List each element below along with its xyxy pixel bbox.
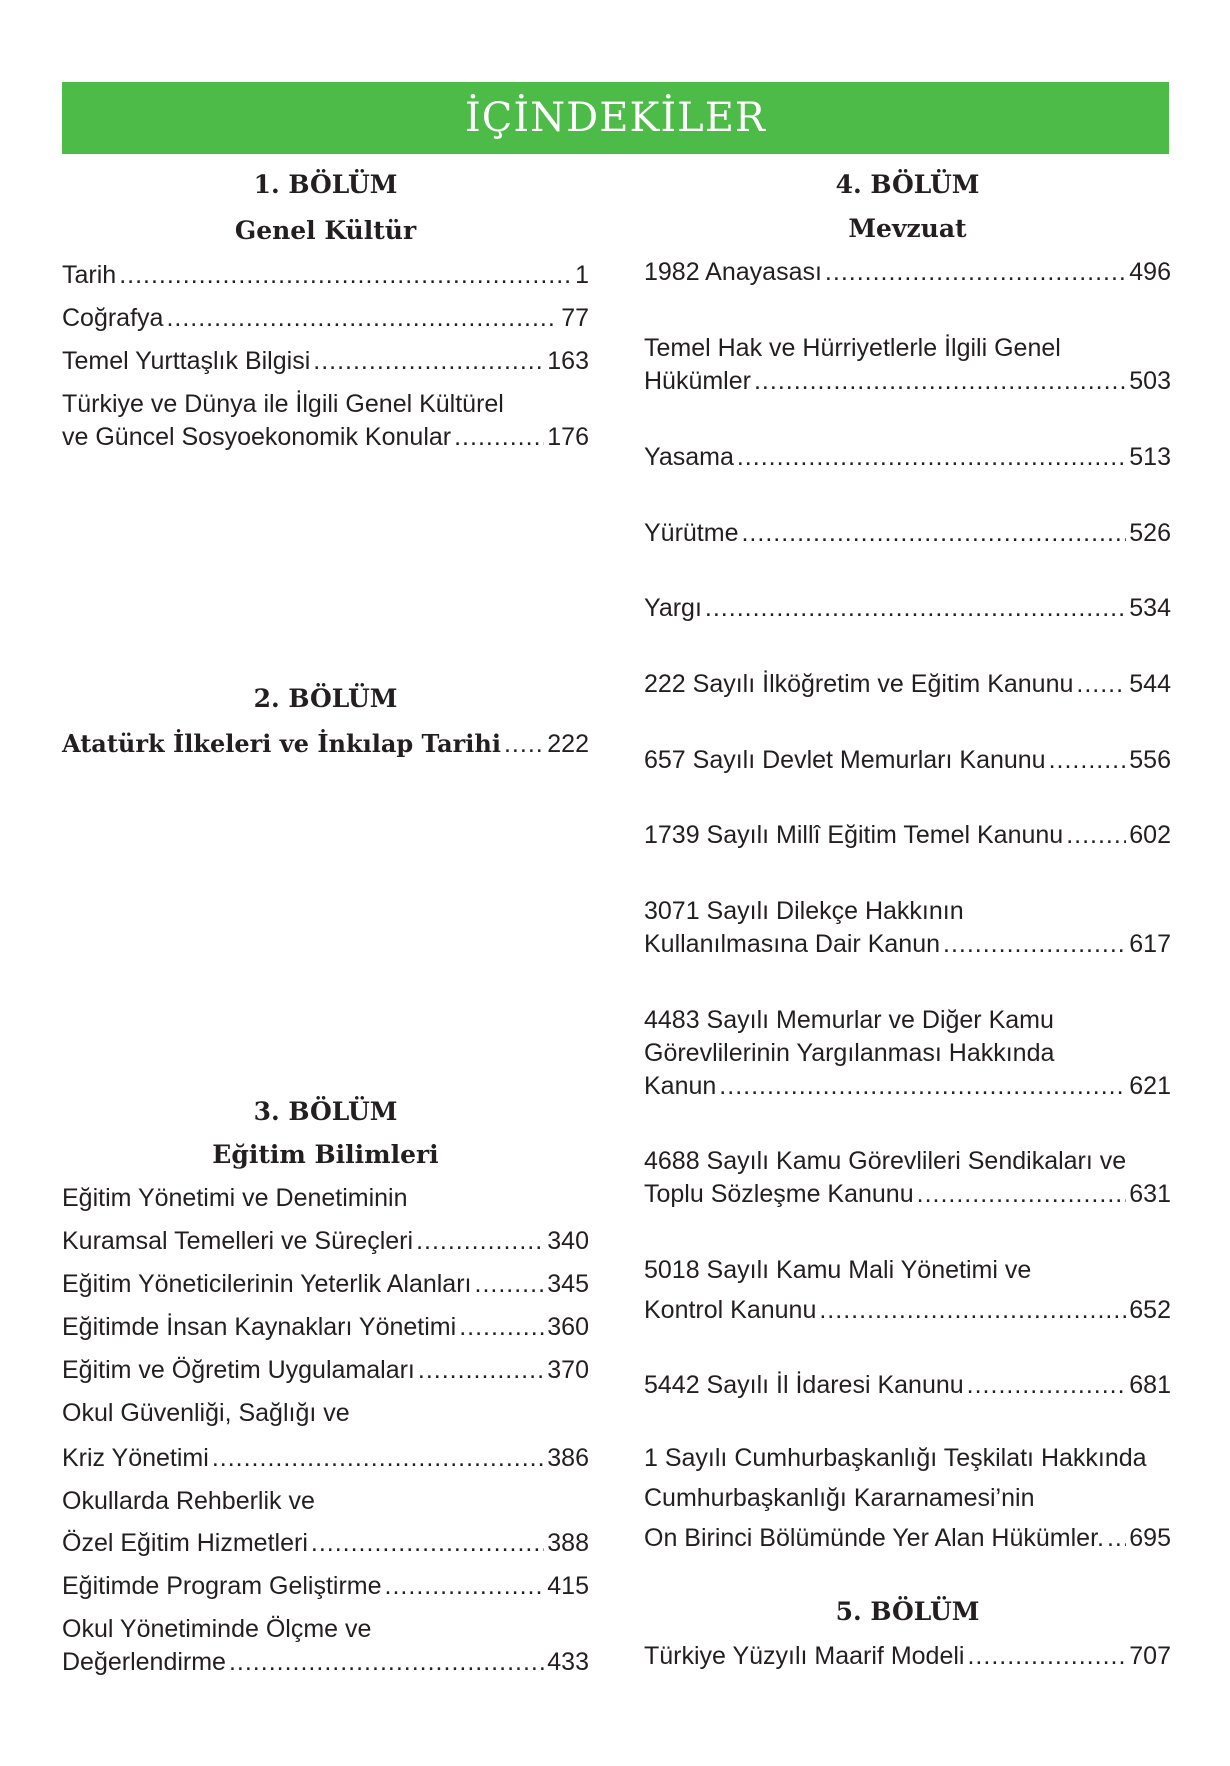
entry-title-line: Okul Yönetiminde Ölçme ve — [62, 1615, 372, 1643]
dot-leader — [229, 1646, 544, 1679]
toc-entry[interactable] — [62, 1397, 589, 1475]
entry-title-line: 5018 Sayılı Kamu Mali Yönetimi ve — [644, 1256, 1032, 1284]
toc-entry[interactable] — [62, 1354, 589, 1387]
section-heading-5: 5. BÖLÜM — [835, 1597, 980, 1626]
dot-leader — [917, 1178, 1127, 1211]
toc-entry[interactable] — [62, 727, 589, 761]
entry-title: Değerlendirme — [62, 1648, 226, 1676]
entry-title: 1982 Anayasası — [644, 258, 822, 286]
entry-title-line: Eğitim Yönetimi ve Denetiminin — [62, 1184, 408, 1212]
entry-title: Eğitimde Program Geliştirme — [62, 1572, 382, 1600]
dot-leader — [1066, 819, 1126, 852]
dot-leader — [967, 1640, 1126, 1673]
dot-leader — [1049, 744, 1127, 777]
entry-page: 503 — [1129, 367, 1171, 395]
entry-page: 652 — [1129, 1296, 1171, 1324]
toc-entry[interactable] — [62, 1613, 589, 1679]
entry-page: 340 — [547, 1227, 589, 1255]
entry-title: 657 Sayılı Devlet Memurları Kanunu — [644, 746, 1046, 774]
entry-page: 1 — [575, 261, 589, 289]
entry-title-line: 1 Sayılı Cumhurbaşkanlığı Teşkilatı Hakkında — [644, 1444, 1147, 1472]
entry-page: 163 — [547, 347, 589, 375]
toc-entry[interactable] — [644, 441, 1171, 474]
entry-title-line: Görevlilerinin Yargılanması Hakkında — [644, 1039, 1055, 1067]
entry-page: 681 — [1129, 1371, 1171, 1399]
section-heading-2: 2. BÖLÜM — [253, 684, 398, 713]
dot-leader — [741, 517, 1126, 550]
entry-title: Atatürk İlkeleri ve İnkılap Tarihi — [62, 729, 501, 758]
toc-entry[interactable] — [644, 895, 1171, 961]
section-subheading-4: Mevzuat — [848, 214, 967, 243]
entry-page: 370 — [547, 1356, 589, 1384]
dot-leader — [166, 302, 558, 335]
entry-title: Tarih — [62, 261, 117, 289]
entry-title: Özel Eğitim Hizmetleri — [62, 1529, 308, 1557]
entry-title-line: Okul Güvenliği, Sağlığı ve — [62, 1399, 350, 1427]
entry-title: 1739 Sayılı Millî Eğitim Temel Kanunu — [644, 821, 1064, 849]
dot-leader — [385, 1570, 545, 1603]
toc-entry[interactable] — [644, 1369, 1171, 1402]
toc-entry[interactable] — [644, 1145, 1171, 1211]
dot-leader — [313, 345, 544, 378]
entry-title: Eğitim ve Öğretim Uygulamaları — [62, 1356, 415, 1384]
entry-page: 631 — [1129, 1180, 1171, 1208]
entry-page: 388 — [547, 1529, 589, 1557]
entry-title: 222 Sayılı İlköğretim ve Eğitim Kanunu — [644, 670, 1074, 698]
dot-leader — [1107, 1522, 1126, 1555]
toc-entry[interactable] — [62, 302, 589, 335]
dot-leader — [475, 1268, 545, 1301]
entry-title: Türkiye Yüzyılı Maarif Modeli — [644, 1642, 965, 1670]
entry-title: ve Güncel Sosyoekonomik Konular — [62, 423, 452, 451]
dot-leader — [212, 1442, 544, 1475]
entry-title: Kriz Yönetimi — [62, 1444, 209, 1472]
dot-leader — [819, 1294, 1126, 1327]
dot-leader — [737, 441, 1126, 474]
entry-title: Coğrafya — [62, 304, 164, 332]
dot-leader — [967, 1369, 1127, 1402]
page-title: İÇİNDEKİLER — [464, 95, 767, 141]
section-heading-1: 1. BÖLÜM — [253, 170, 398, 199]
entry-page: 77 — [561, 304, 589, 332]
entry-page: 222 — [547, 730, 589, 758]
entry-page: 602 — [1129, 821, 1171, 849]
entry-page: 617 — [1129, 930, 1171, 958]
dot-leader — [754, 365, 1126, 398]
toc-entry[interactable] — [644, 256, 1171, 289]
toc-entry[interactable] — [62, 1311, 589, 1344]
title-banner — [62, 82, 1169, 154]
entry-page: 621 — [1129, 1072, 1171, 1100]
toc-entry[interactable] — [644, 1254, 1171, 1327]
toc-entry[interactable] — [62, 1485, 589, 1560]
entry-title-line: 4688 Sayılı Kamu Görevlileri Sendikaları ve — [644, 1147, 1127, 1175]
entry-title: Yasama — [644, 443, 734, 471]
toc-entry[interactable] — [644, 744, 1171, 777]
entry-page: 345 — [547, 1270, 589, 1298]
toc-entry[interactable] — [62, 1182, 589, 1258]
entry-title: 5442 Sayılı İl İdaresi Kanunu — [644, 1371, 964, 1399]
entry-title-line: Türkiye ve Dünya ile İlgili Genel Kültürel — [62, 390, 504, 418]
toc-entry[interactable] — [644, 1004, 1171, 1103]
entry-title: Kuramsal Temelleri ve Süreçleri — [62, 1227, 414, 1255]
toc-entry[interactable] — [644, 668, 1171, 701]
toc-entry[interactable] — [644, 819, 1171, 852]
dot-leader — [1076, 668, 1126, 701]
entry-title: Kontrol Kanunu — [644, 1296, 817, 1324]
section-heading-4: 4. BÖLÜM — [835, 170, 980, 199]
entry-page: 360 — [547, 1313, 589, 1341]
entry-title: Kullanılmasına Dair Kanun — [644, 930, 940, 958]
dot-leader — [943, 928, 1126, 961]
entry-title: Eğitimde İnsan Kaynakları Yönetimi — [62, 1313, 457, 1341]
entry-title: Toplu Sözleşme Kanunu — [644, 1180, 914, 1208]
entry-title: On Birinci Bölümünde Yer Alan Hükümler. — [644, 1524, 1104, 1552]
dot-leader — [825, 256, 1126, 289]
entry-title-line: 4483 Sayılı Memurlar ve Diğer Kamu — [644, 1006, 1054, 1034]
entry-page: 433 — [547, 1648, 589, 1676]
entry-page: 695 — [1129, 1524, 1171, 1552]
entry-title-line: Cumhurbaşkanlığı Kararnamesi’nin — [644, 1484, 1035, 1512]
entry-title: Hükümler — [644, 367, 751, 395]
dot-leader — [418, 1354, 544, 1387]
entry-title: Temel Yurttaşlık Bilgisi — [62, 347, 311, 375]
dot-leader — [504, 728, 544, 761]
dot-leader — [454, 421, 544, 454]
entry-title-line: 3071 Sayılı Dilekçe Hakkının — [644, 897, 964, 925]
toc-entry[interactable] — [644, 1640, 1171, 1673]
entry-page: 707 — [1129, 1642, 1171, 1670]
toc-entry[interactable] — [644, 332, 1171, 398]
toc-entry[interactable] — [62, 259, 589, 292]
dot-leader — [719, 1070, 1126, 1103]
entry-page: 513 — [1129, 443, 1171, 471]
entry-title: Yargı — [644, 594, 702, 622]
toc-entry[interactable] — [62, 388, 589, 454]
dot-leader — [416, 1225, 544, 1258]
entry-page: 496 — [1129, 258, 1171, 286]
entry-page: 526 — [1129, 519, 1171, 547]
dot-leader — [459, 1311, 544, 1344]
dot-leader — [311, 1527, 544, 1560]
entry-page: 544 — [1129, 670, 1171, 698]
entry-page: 176 — [547, 423, 589, 451]
entry-page: 415 — [547, 1572, 589, 1600]
entry-title: Eğitim Yöneticilerinin Yeterlik Alanları — [62, 1270, 472, 1298]
entry-title: Kanun — [644, 1072, 717, 1100]
section-subheading-3: Eğitim Bilimleri — [212, 1140, 439, 1169]
dot-leader — [705, 592, 1126, 625]
toc-entry[interactable] — [62, 1268, 589, 1301]
toc-entry[interactable] — [644, 592, 1171, 625]
toc-entry[interactable] — [62, 1570, 589, 1603]
entry-page: 534 — [1129, 594, 1171, 622]
entry-page: 386 — [547, 1444, 589, 1472]
toc-entry[interactable] — [644, 1442, 1171, 1555]
section-subheading-1: Genel Kültür — [234, 216, 417, 245]
toc-entry[interactable] — [644, 517, 1171, 550]
entry-title-line: Okullarda Rehberlik ve — [62, 1487, 315, 1515]
toc-entry[interactable] — [62, 345, 589, 378]
entry-title-line: Temel Hak ve Hürriyetlerle İlgili Genel — [644, 334, 1061, 362]
dot-leader — [119, 259, 572, 292]
section-heading-3: 3. BÖLÜM — [253, 1097, 398, 1126]
entry-page: 556 — [1129, 746, 1171, 774]
entry-title: Yürütme — [644, 519, 739, 547]
